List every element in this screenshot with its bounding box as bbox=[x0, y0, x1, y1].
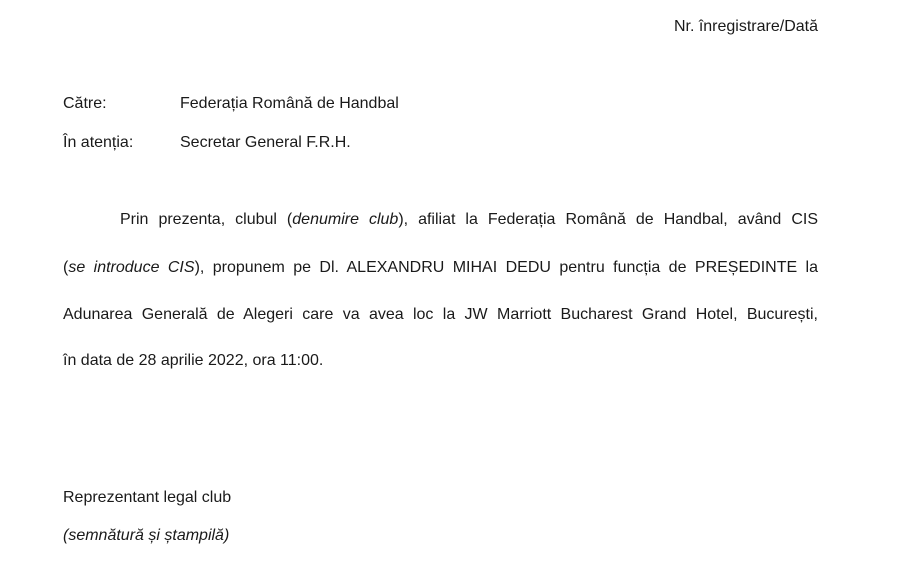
recipient-row bbox=[63, 95, 399, 113]
body-line-2-pre: ( bbox=[63, 259, 69, 276]
body-line-2 bbox=[63, 259, 818, 277]
recipient-value: Federația Română de Handbal bbox=[180, 95, 399, 112]
registration-number-date: Nr. înregistrare/Dată bbox=[673, 18, 818, 35]
body-line-2-post: ), propunem pe Dl. ALEXANDRU MIHAI DEDU pentru funcția de PREȘEDINTE la bbox=[194, 259, 819, 276]
body-line-3: Adunarea Generală de Alegeri care va avea loc la JW Marriott Bucharest Grand Hotel, București, bbox=[63, 306, 818, 323]
body-line-4: în data de 28 aprilie 2022, ora 11:00. bbox=[63, 352, 324, 369]
attention-row bbox=[63, 134, 351, 152]
signature-note: (semnătură și ștampilă) bbox=[63, 527, 230, 544]
cis-placeholder: se introduce CIS bbox=[68, 259, 195, 276]
recipient-label: Către: bbox=[63, 95, 107, 112]
body-line-1 bbox=[63, 211, 818, 229]
attention-label: În atenția: bbox=[63, 134, 134, 151]
attention-value: Secretar General F.R.H. bbox=[180, 134, 351, 151]
body-line-1-post: ), afiliat la Federația Română de Handbal, având CIS bbox=[398, 211, 818, 228]
body-line-1-pre: Prin prezenta, clubul ( bbox=[120, 211, 293, 228]
club-name-placeholder: denumire club bbox=[292, 211, 399, 228]
signature-title: Reprezentant legal club bbox=[63, 489, 232, 506]
